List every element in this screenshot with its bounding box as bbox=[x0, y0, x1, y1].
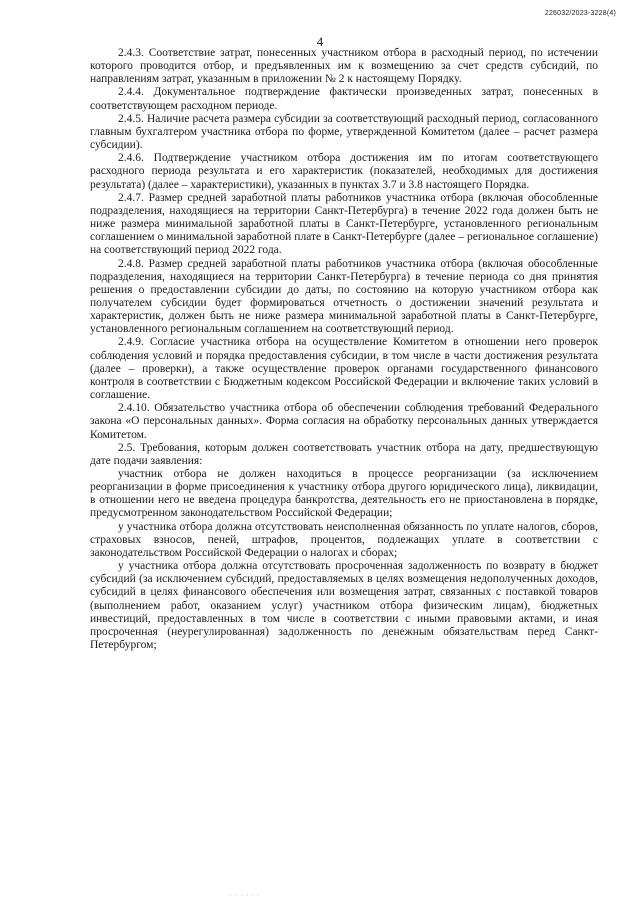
paragraph-2-5: 2.5. Требования, которым должен соответствовать участник отбора на дату, предшествующую дате подачи заявления: bbox=[90, 441, 598, 467]
document-registration-number: 226032/2023-3228(4) bbox=[544, 10, 616, 17]
page-number: 4 bbox=[316, 34, 324, 49]
requirement-no-reorganization: участник отбора не должен находиться в процессе реорганизации (за исключением реорганизации в форме присоединения к участнику отбора другого юридического лица), ликвидации, в отношении него не введена процедура банкротства, деятельность его не приостановлена в порядке, предусмотренном законодательством Российской Федерации; bbox=[90, 468, 598, 520]
paragraph-2-4-5: 2.4.5. Наличие расчета размера субсидии за соответствующий расходный период, согласованного главным бухгалтером участника отбора по форме, утвержденной Комитетом (далее – расчет размера субсидии). bbox=[90, 112, 598, 152]
paragraph-2-4-8: 2.4.8. Размер средней заработной платы работников участника отбора (включая обособленные подразделения, находящиеся на территории Санкт-Петербурга) в течение периода со дня принятия решения о предоставлении субсидии до даты, по состоянию на которую участником отбора как получателем субсидии будет формироваться отчетность о достижении значений результата и характеристик, должен быть не ниже размера минимальной заработной платы в Санкт-Петербурге, установленного региональным соглашением на соответствующий период. bbox=[90, 257, 598, 336]
paragraph-2-4-9: 2.4.9. Согласие участника отбора на осуществление Комитетом в отношении него проверок соблюдения условий и порядка предоставления субсидии, в том числе в части достижения результата (далее – проверки), а также осуществление проверок органами государственного финансового контроля в соответствии с Бюджетным кодексом Российской Федерации и включение таких условий в соглашение. bbox=[90, 336, 598, 402]
paragraph-2-4-7: 2.4.7. Размер средней заработной платы работников участника отбора (включая обособленные подразделения, находящиеся на территории Санкт-Петербурга) в течение 2022 года должен быть не ниже размера минимальной заработной платы в Санкт-Петербурге, установленного региональным соглашением о минимальной заработной плате в Санкт-Петербурге (далее – региональное соглашение) на соответствующий период 2022 года. bbox=[90, 191, 598, 257]
paragraph-2-4-6: 2.4.6. Подтверждение участником отбора достижения им по итогам соответствующего расходного периода результата и его характеристик (показателей, необходимых для достижения результата) (далее – характеристики), указанных в пунктах 3.7 и 3.8 настоящего Порядка. bbox=[90, 152, 598, 191]
requirement-no-overdue-debt: у участника отбора должна отсутствовать просроченная задолженность по возврату в бюджет субсидий (за исключением субсидий, предоставляемых в целях возмещения недополученных доходов, субсидий в целях финансового обеспечения или возмещения затрат, связанных с поставкой товаров (выполнением работ, оказанием услуг) участником отбора физическим лицам), бюджетных инвестиций, предоставленных в том числе в соответствии с иными правовыми актами, и иная просроченная (неурегулированная) задолженность по денежным обязательствам перед Санкт-Петербургом; bbox=[90, 560, 598, 652]
paragraph-2-4-3: 2.4.3. Соответствие затрат, понесенных участником отбора в расходный период, по истечении которого проводится отбор, и предъявленных им к возмещению за счет средств субсидий, по направлениям затрат, указанным в приложении № 2 к настоящему Порядку. bbox=[90, 47, 598, 86]
scan-artifact: · · · · · · bbox=[230, 893, 261, 899]
document-body bbox=[90, 47, 598, 652]
paragraph-2-4-4: 2.4.4. Документальное подтверждение фактически произведенных затрат, понесенных в соответствующем расходном периоде. bbox=[90, 86, 598, 112]
paragraph-2-4-10: 2.4.10. Обязательство участника отбора об обеспечении соблюдения требований Федерального закона «О персональных данных». Форма согласия на обработку персональных данных утверждается Комитетом. bbox=[90, 402, 598, 441]
requirement-no-tax-debt: у участника отбора должна отсутствовать неисполненная обязанность по уплате налогов, сборов, страховых взносов, пеней, штрафов, процентов, подлежащих уплате в соответствии с законодательством Российской Федерации о налогах и сборах; bbox=[90, 520, 598, 559]
